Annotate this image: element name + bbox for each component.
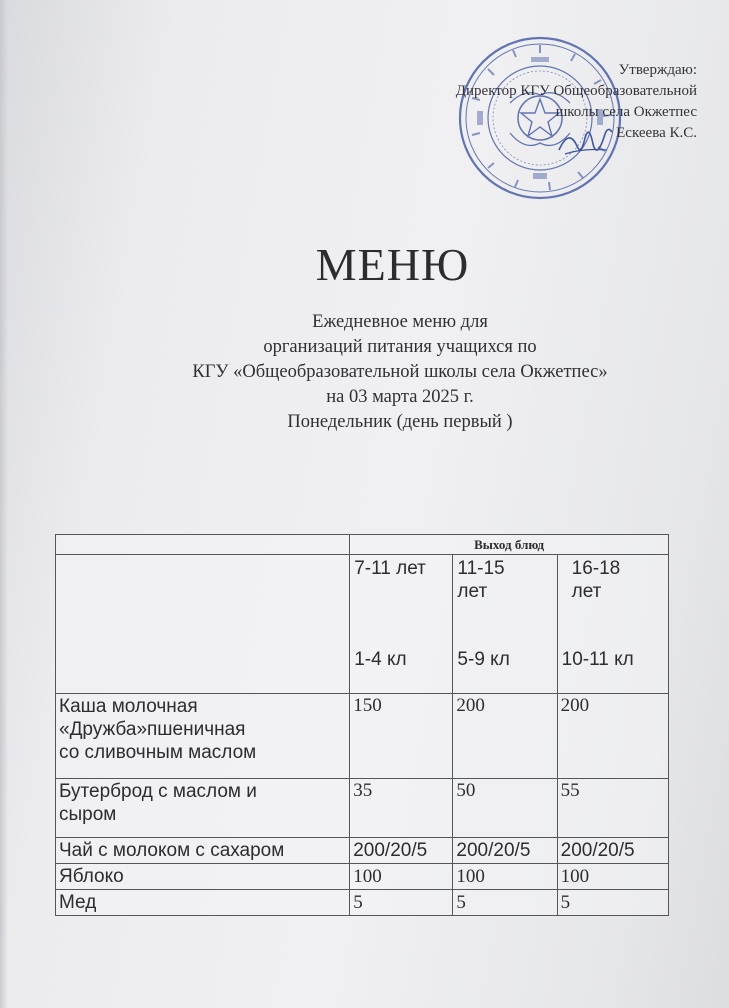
portion-value: 200 — [453, 694, 557, 779]
grade-range: 5-9 кл — [457, 649, 510, 670]
table-row — [56, 838, 669, 864]
approval-director-name: Ескеева К.С. — [616, 125, 697, 141]
dish-name — [56, 779, 350, 838]
portion-value: 200 — [557, 694, 668, 779]
output-header: Выход блюд — [350, 535, 669, 555]
dish-name-line: «Дружба»пшеничная — [59, 719, 246, 740]
approval-school: школы села Окжетпес — [555, 104, 697, 120]
dish-name-line: со сливочным маслом — [59, 742, 257, 763]
subtitle-line-2: организаций питания учащихся по — [263, 337, 537, 357]
portion-value: 35 — [350, 779, 453, 838]
portion-value: 100 — [453, 864, 557, 890]
approval-heading: Утверждаю: — [618, 62, 697, 78]
age-groups-row — [56, 555, 669, 694]
portion-value: 200/20/5 — [557, 838, 668, 864]
header-empty-cell — [56, 535, 350, 555]
subtitle-line-3: КГУ «Общеобразовательной школы села Окжетпес» — [192, 362, 608, 382]
table-row — [56, 779, 669, 838]
age-range: 7-11 лет — [354, 558, 426, 579]
dish-name: Чай с молоком с сахаром — [56, 838, 350, 864]
portion-value: 5 — [350, 890, 453, 916]
portion-value: 5 — [453, 890, 557, 916]
approval-position: Директор КГУ Общеобразовательной — [455, 83, 697, 99]
dish-name: Яблоко — [56, 864, 350, 890]
portion-value: 100 — [350, 864, 453, 890]
table-row — [56, 890, 669, 916]
approval-block — [397, 60, 697, 144]
dish-name — [56, 694, 350, 779]
table-row — [56, 694, 669, 779]
age-empty-cell — [56, 555, 350, 694]
page-title: МЕНЮ — [315, 239, 470, 290]
grade-range: 1-4 кл — [354, 649, 407, 670]
subtitle-day: Понедельник (день первый ) — [287, 412, 513, 432]
table-header-row — [56, 535, 669, 555]
portion-value: 200/20/5 — [453, 838, 557, 864]
portion-value: 200/20/5 — [350, 838, 453, 864]
portion-value: 5 — [557, 890, 668, 916]
subtitle-date: на 03 марта 2025 г. — [326, 387, 474, 407]
age-group-cell — [453, 555, 557, 694]
age-group-cell — [350, 555, 453, 694]
table-row — [56, 864, 669, 890]
menu-table — [55, 534, 669, 916]
grade-range: 10-11 кл — [561, 649, 634, 670]
dish-name-line: Каша молочная — [59, 696, 198, 717]
portion-value: 55 — [557, 779, 668, 838]
age-range: 11-15 лет — [457, 558, 505, 602]
age-range: 16-18 лет — [571, 558, 621, 602]
dish-name-line: Бутерброд с маслом и — [59, 781, 257, 802]
dish-name: Мед — [56, 890, 350, 916]
menu-subtitle — [100, 310, 700, 435]
page-edge-shadow — [0, 0, 8, 1008]
subtitle-line-1: Ежедневное меню для — [312, 312, 488, 332]
portion-value: 50 — [453, 779, 557, 838]
dish-name-line: сыром — [59, 804, 117, 825]
portion-value: 150 — [350, 694, 453, 779]
portion-value: 100 — [557, 864, 668, 890]
age-group-cell — [557, 555, 668, 694]
